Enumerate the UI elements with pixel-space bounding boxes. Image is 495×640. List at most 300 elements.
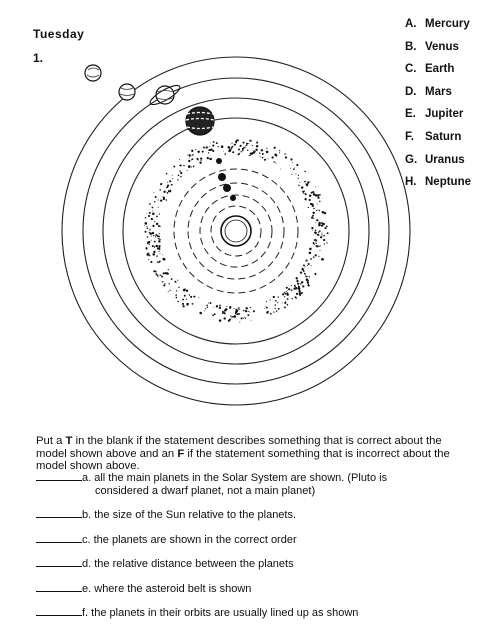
asteroid-dot	[167, 182, 168, 183]
asteroid-dot	[149, 230, 150, 231]
asteroid-dot	[146, 226, 147, 227]
planet-neptune-icon	[85, 65, 101, 81]
asteroid-dot	[324, 212, 325, 213]
asteroid-dot	[308, 207, 309, 208]
asteroid-dot	[202, 151, 204, 153]
asteroid-dot	[255, 149, 257, 151]
asteroid-dot	[196, 158, 198, 160]
asteroid-dot	[301, 281, 303, 283]
asteroid-dot	[180, 176, 182, 178]
asteroid-dot	[250, 140, 251, 141]
asteroid-dot	[285, 156, 287, 158]
asteroid-dot	[316, 240, 317, 241]
asteroid-dot	[152, 210, 153, 211]
asteroid-dot	[182, 303, 184, 305]
asteroid-dot	[288, 288, 290, 290]
planet-uranus-icon	[119, 84, 135, 100]
asteroid-dot	[312, 191, 314, 193]
asteroid-dot	[279, 152, 280, 153]
asteroid-dot	[311, 217, 313, 219]
asteroid-dot	[167, 192, 169, 194]
asteroid-dot	[315, 186, 316, 187]
asteroid-dot	[209, 158, 211, 160]
asteroid-dot	[148, 242, 149, 243]
statement-item: a. all the main planets in the Solar System are shown. (Pluto is considered a dwarf planet, not a main planet)	[36, 470, 387, 497]
asteroid-dot	[226, 306, 227, 307]
asteroid-dot	[311, 265, 312, 266]
asteroid-dot	[158, 247, 160, 249]
asteroid-dot	[157, 255, 158, 256]
asteroid-dot	[320, 236, 322, 238]
asteroid-dot	[157, 261, 158, 262]
asteroid-dot	[191, 166, 192, 167]
asteroid-dot	[262, 153, 264, 155]
asteroid-dot	[304, 266, 305, 267]
asteroid-dot	[170, 190, 171, 191]
asteroid-dot	[262, 157, 263, 158]
asteroid-dot	[157, 235, 159, 237]
asteroid-dot	[186, 299, 187, 300]
asteroid-dot	[210, 143, 211, 144]
asteroid-dot	[324, 243, 325, 244]
asteroid-dot	[206, 305, 208, 307]
asteroid-dot	[150, 232, 153, 235]
asteroid-dot	[192, 303, 194, 305]
asteroid-dot	[296, 280, 298, 282]
asteroid-dot	[172, 175, 173, 176]
asteroid-dot	[166, 173, 168, 175]
asteroid-dot	[168, 291, 169, 292]
asteroid-dot	[296, 173, 297, 174]
planet-option: A. Mercury	[405, 18, 470, 30]
asteroid-dot	[308, 280, 309, 281]
asteroid-dot	[160, 253, 161, 254]
asteroid-dot	[152, 253, 155, 256]
planet-option: B. Venus	[405, 40, 459, 53]
asteroid-dot	[193, 296, 195, 298]
asteroid-dot	[266, 307, 268, 309]
asteroid-dot	[302, 268, 304, 270]
asteroid-dot	[294, 167, 295, 168]
asteroid-dot	[315, 194, 318, 197]
asteroid-dot	[158, 207, 159, 208]
asteroid-dot	[208, 303, 209, 304]
answer-blank[interactable]	[36, 532, 82, 543]
asteroid-dot	[169, 191, 171, 193]
asteroid-dot	[313, 208, 315, 210]
asteroid-dot	[154, 192, 155, 193]
asteroid-dot	[306, 259, 308, 261]
asteroid-dot	[208, 152, 209, 153]
asteroid-dot	[159, 233, 160, 234]
asteroid-dot	[147, 227, 149, 229]
asteroid-dot	[309, 194, 311, 196]
asteroid-dot	[192, 154, 194, 156]
statement-item: d. the relative distance between the planets	[36, 556, 387, 571]
answer-blank[interactable]	[36, 470, 82, 481]
asteroid-dot	[242, 142, 244, 144]
asteroid-dot	[179, 170, 180, 171]
asteroid-dot	[275, 300, 277, 302]
asteroid-dot	[178, 175, 180, 177]
asteroid-dot	[259, 152, 261, 154]
asteroid-dot	[177, 301, 178, 302]
asteroid-dot	[239, 309, 240, 310]
asteroid-dot	[273, 296, 275, 298]
asteroid-dot	[292, 162, 293, 163]
asteroid-dot	[245, 307, 247, 309]
asteroid-dot	[206, 146, 208, 148]
asteroid-dot	[203, 147, 205, 149]
statement-item: e. where the asteroid belt is shown	[36, 581, 387, 596]
asteroid-dot	[311, 203, 313, 205]
asteroid-dot	[315, 274, 316, 275]
asteroid-dot	[319, 246, 320, 247]
asteroid-dot	[319, 222, 321, 224]
asteroid-dot	[224, 309, 226, 311]
asteroid-dot	[155, 273, 157, 275]
asteroid-dot	[239, 321, 240, 322]
asteroid-dot	[321, 233, 322, 234]
asteroid-dot	[261, 149, 263, 151]
asteroid-dot	[298, 178, 299, 179]
asteroid-dot	[290, 158, 292, 160]
planet-mercury-icon	[216, 158, 222, 164]
asteroid-dot	[208, 149, 210, 151]
asteroid-dot	[296, 293, 298, 295]
asteroid-dot	[318, 234, 320, 236]
asteroid-dot	[186, 303, 189, 306]
asteroid-dot	[266, 148, 267, 149]
asteroid-dot	[319, 210, 320, 211]
asteroid-dot	[270, 300, 271, 301]
asteroid-dot	[182, 305, 184, 307]
asteroid-dot	[248, 143, 249, 144]
asteroid-dot	[299, 291, 301, 293]
asteroid-dot	[213, 307, 214, 308]
asteroid-dot	[294, 286, 296, 288]
asteroid-dot	[244, 317, 245, 318]
planet-option: F. Saturn	[405, 130, 462, 143]
asteroid-dot	[207, 307, 208, 308]
asteroid-dot	[275, 304, 277, 306]
planet-option: D. Mars	[405, 85, 452, 98]
asteroid-dot	[280, 169, 281, 170]
asteroid-dot	[230, 315, 231, 316]
asteroid-dot	[145, 217, 146, 218]
asteroid-dot	[315, 229, 317, 231]
asteroid-dot	[273, 161, 274, 162]
asteroid-dot	[321, 259, 322, 260]
asteroid-dot	[285, 293, 287, 295]
asteroid-dot	[245, 145, 246, 146]
asteroid-dot	[171, 184, 173, 186]
asteroid-dot	[212, 314, 214, 316]
asteroid-dot	[315, 242, 316, 243]
asteroid-dot	[306, 276, 307, 277]
asteroid-dot	[163, 258, 166, 261]
asteroid-dot	[309, 199, 311, 201]
asteroid-dot	[266, 151, 269, 154]
asteroid-dot	[161, 276, 163, 278]
asteroid-dot	[198, 297, 199, 298]
asteroid-dot	[298, 288, 300, 290]
asteroid-dot	[234, 308, 235, 309]
asteroid-dot	[159, 226, 160, 227]
asteroid-dot	[240, 145, 242, 147]
asteroid-dot	[278, 296, 279, 297]
asteroid-dot	[293, 168, 295, 170]
asteroid-dot	[154, 246, 155, 247]
asteroid-dot	[212, 150, 214, 152]
asteroid-dot	[182, 299, 184, 301]
asteroid-dot	[318, 224, 321, 227]
asteroid-dot	[282, 293, 284, 295]
asteroid-dot	[155, 236, 156, 237]
planet-option: G. Uranus	[405, 153, 465, 166]
planet-option: C. Earth	[405, 63, 455, 76]
asteroid-dot	[293, 288, 295, 290]
asteroid-dot	[154, 270, 155, 271]
asteroid-dot	[246, 143, 248, 145]
asteroid-dot	[303, 271, 304, 272]
asteroid-dot	[152, 225, 154, 227]
asteroid-dot	[300, 271, 302, 273]
asteroid-dot	[144, 225, 145, 226]
asteroid-dot	[166, 199, 168, 201]
asteroid-dot	[313, 256, 315, 258]
asteroid-dot	[303, 193, 304, 194]
asteroid-dot	[205, 308, 206, 309]
question-number: 1.	[33, 51, 44, 65]
asteroid-dot	[175, 281, 177, 283]
answer-blank[interactable]	[36, 507, 82, 518]
asteroid-dot	[159, 189, 161, 191]
asteroid-dot	[164, 272, 166, 274]
asteroid-dot	[315, 254, 317, 256]
asteroid-dot	[304, 198, 306, 200]
planet-earth-icon	[223, 184, 231, 192]
statement-list	[36, 470, 387, 620]
asteroid-dot	[250, 153, 252, 155]
asteroid-dot	[306, 277, 307, 278]
asteroid-dot	[252, 145, 253, 146]
asteroid-dot	[305, 193, 307, 195]
asteroid-dot	[163, 198, 165, 200]
asteroid-dot	[160, 239, 161, 240]
asteroid-dot	[317, 203, 318, 204]
asteroid-dot	[232, 316, 233, 317]
asteroid-dot	[317, 209, 318, 210]
asteroid-dot	[275, 162, 276, 163]
asteroid-dot	[158, 199, 159, 200]
asteroid-dot	[175, 294, 177, 296]
asteroid-dot	[148, 215, 150, 217]
asteroid-dot	[247, 314, 249, 316]
asteroid-dot	[162, 272, 164, 274]
asteroid-dot	[246, 145, 247, 146]
asteroid-dot	[169, 180, 171, 182]
asteroid-dot	[296, 164, 298, 166]
asteroid-dot	[243, 318, 244, 319]
asteroid-dot	[158, 245, 160, 247]
asteroid-dot	[316, 219, 318, 221]
asteroid-dot	[199, 162, 201, 164]
asteroid-dot	[192, 158, 194, 160]
asteroid-dot	[228, 146, 231, 149]
asteroid-dot	[229, 149, 231, 151]
asteroid-dot	[223, 150, 224, 151]
asteroid-dot	[256, 142, 258, 144]
asteroid-dot	[275, 308, 276, 309]
asteroid-dot	[249, 312, 250, 313]
asteroid-dot	[210, 302, 212, 304]
statement-item: f. the planets in their orbits are usually lined up as shown	[36, 605, 387, 620]
asteroid-dot	[152, 232, 154, 234]
asteroid-dot	[186, 290, 188, 292]
asteroid-dot	[188, 165, 191, 168]
asteroid-dot	[268, 158, 269, 159]
asteroid-dot	[301, 292, 303, 294]
asteroid-dot	[303, 264, 305, 266]
asteroid-dot	[177, 280, 178, 281]
asteroid-dot	[201, 160, 202, 161]
asteroid-dot	[147, 253, 149, 255]
asteroid-dot	[153, 251, 155, 253]
asteroid-dot	[213, 141, 215, 143]
statement-item: c. the planets are shown in the correct order	[36, 532, 387, 547]
asteroid-dot	[300, 283, 302, 285]
asteroid-dot	[243, 147, 245, 149]
asteroid-dot	[238, 308, 239, 309]
planet-answer-list	[405, 18, 471, 199]
asteroid-dot	[284, 153, 286, 155]
asteroid-dot	[304, 181, 306, 183]
asteroid-dot	[187, 170, 188, 171]
asteroid-dot	[307, 265, 308, 266]
asteroid-dot	[190, 296, 192, 298]
asteroid-dot	[160, 274, 162, 276]
asteroid-dot	[149, 229, 150, 230]
asteroid-dot	[242, 150, 243, 151]
asteroid-dot	[157, 275, 159, 277]
asteroid-dot	[191, 155, 192, 156]
asteroid-dot	[147, 236, 149, 238]
asteroid-dot	[312, 212, 314, 214]
asteroid-dot	[232, 146, 234, 148]
outer-planets	[85, 65, 214, 135]
asteroid-dot	[149, 244, 150, 245]
asteroid-dot	[279, 150, 280, 151]
asteroid-dot	[322, 211, 324, 213]
asteroid-dot	[291, 298, 292, 299]
asteroid-dot	[249, 155, 250, 156]
asteroid-dot	[248, 311, 249, 312]
asteroid-dot	[158, 251, 159, 252]
planet-option: H. Neptune	[405, 176, 471, 189]
asteroid-dot	[238, 153, 239, 154]
planet-mars-icon	[230, 195, 236, 201]
asteroid-dot	[308, 276, 309, 277]
asteroid-dot	[309, 252, 312, 255]
asteroid-dot	[144, 231, 146, 233]
asteroid-dot	[305, 275, 306, 276]
asteroid-dot	[146, 213, 147, 214]
asteroid-dot	[234, 315, 237, 318]
statement-item: b. the size of the Sun relative to the planets.	[36, 507, 387, 522]
asteroid-dot	[180, 165, 182, 167]
planet-saturn-icon	[148, 82, 182, 108]
asteroid-dot	[240, 151, 241, 152]
asteroid-dot	[305, 274, 306, 275]
answer-blank[interactable]	[36, 556, 82, 567]
asteroid-dot	[284, 306, 286, 308]
asteroid-dot	[191, 150, 193, 152]
inner-planets	[216, 158, 236, 201]
asteroid-dot	[304, 190, 305, 191]
asteroid-dot	[291, 174, 292, 175]
asteroid-dot	[317, 197, 319, 199]
asteroid-dot	[232, 151, 234, 153]
asteroid-dot	[313, 218, 314, 219]
asteroid-dot	[188, 160, 190, 162]
asteroid-dot	[256, 145, 258, 147]
answer-blank[interactable]	[36, 605, 82, 616]
asteroid-dot	[287, 298, 289, 300]
asteroid-dot	[146, 248, 147, 249]
asteroid-dot	[324, 227, 326, 229]
asteroid-dot	[154, 201, 156, 203]
asteroid-dot	[169, 290, 170, 291]
asteroid-dot	[158, 238, 160, 240]
asteroid-dot	[251, 320, 252, 321]
asteroid-dot	[235, 311, 237, 313]
asteroid-dot	[273, 311, 274, 312]
asteroid-dot	[212, 145, 214, 147]
instructions-text: Put a T in the blank if the statement describes something that is correct about the model shown above and an F if the statement something that is incorrect about the model shown above.	[36, 435, 450, 473]
asteroid-dot	[257, 141, 258, 142]
asteroid-dot	[312, 215, 314, 217]
asteroid-dot	[274, 147, 276, 149]
asteroid-dot	[319, 230, 321, 232]
asteroid-dot	[204, 310, 205, 311]
asteroid-dot	[301, 186, 303, 188]
asteroid-dot	[187, 154, 188, 155]
asteroid-dot	[297, 283, 299, 285]
asteroid-dot	[228, 320, 230, 322]
asteroid-dot	[173, 166, 175, 168]
asteroid-dot	[286, 291, 287, 292]
sun	[221, 216, 251, 246]
asteroid-dot	[326, 226, 328, 228]
asteroid-dot	[145, 222, 148, 225]
asteroid-dot	[253, 310, 255, 312]
asteroid-dot	[299, 182, 300, 183]
asteroid-dot	[151, 218, 152, 219]
asteroid-dot	[219, 304, 221, 306]
asteroid-dot	[321, 234, 322, 235]
answer-blank[interactable]	[36, 581, 82, 592]
asteroid-dot	[316, 210, 317, 211]
asteroid-dot	[152, 245, 154, 247]
asteroid-dot	[183, 289, 186, 292]
asteroid-dot	[189, 154, 191, 156]
asteroid-dot	[162, 196, 163, 197]
asteroid-dot	[286, 287, 288, 289]
asteroid-dot	[319, 194, 321, 196]
asteroid-dot	[282, 303, 283, 304]
asteroid-dot	[265, 306, 266, 307]
